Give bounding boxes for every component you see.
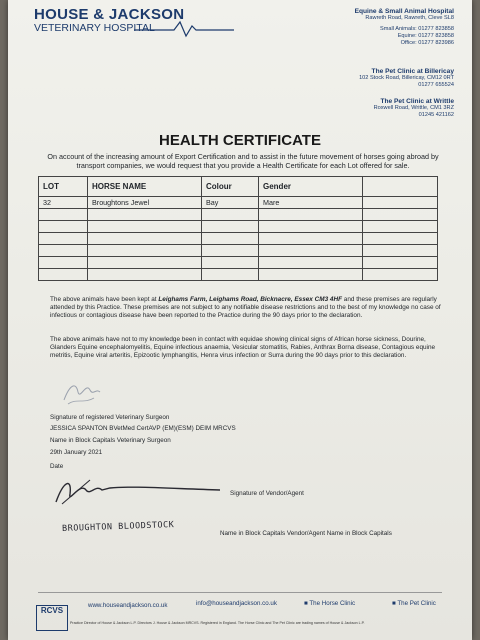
- logo-subtitle: VETERINARY HOSPITAL: [34, 22, 155, 34]
- cell-colour: [202, 209, 259, 221]
- phone-office: Office: 01277 823986: [400, 40, 454, 46]
- cell-lot: [39, 269, 88, 281]
- vendor-name-label: Name in Block Capitals Vendor/Agent Name in Block Capitals: [220, 530, 392, 537]
- header-colour: Colour: [202, 177, 259, 197]
- cell-colour: [202, 233, 259, 245]
- facebook-icon: ■: [304, 600, 308, 607]
- cell-horse-name: [88, 233, 202, 245]
- clinic-billericay-address: 102 Stock Road, Billericay, CM12 0RT: [359, 75, 454, 81]
- cell-horse-name: [88, 245, 202, 257]
- cell-lot: 32: [39, 197, 88, 209]
- footer-fine-print: Practice Director of House & Jackson L.P. Directors J. House & Jackson MRCVS. Registered in England. The Horse Clinic and The Pet Clinic are trading names of House & Jackson L.P.: [70, 621, 365, 625]
- header-lot: LOT: [39, 177, 88, 197]
- footer-divider: [38, 592, 442, 593]
- header-gender: Gender: [259, 177, 363, 197]
- table-row: [39, 233, 438, 245]
- hospital-heading: Equine & Small Animal Hospital: [354, 8, 454, 15]
- cell-gender: [259, 257, 363, 269]
- logo-name: HOUSE & JACKSON: [34, 6, 185, 23]
- vet-name-label: Name in Block Capitals Veterinary Surgeon: [50, 437, 171, 444]
- premises-location: Leighams Farm, Leighams Road, Bicknacre, Essex CM3 4HF: [158, 296, 342, 303]
- cell-extra: [363, 197, 438, 209]
- phone-equine: Equine: 01277 823858: [397, 33, 454, 39]
- clinic-writtle-phone: 01245 421162: [418, 112, 454, 118]
- cell-lot: [39, 209, 88, 221]
- cell-colour: [202, 245, 259, 257]
- cell-lot: [39, 221, 88, 233]
- header-extra: [363, 177, 438, 197]
- cell-gender: [259, 233, 363, 245]
- intro-text: On account of the increasing amount of Export Certification and to assist in the future movement of horses going abroad by transport companies, we would request that you provide a Health Certificate for each Lot offered for sale.: [47, 152, 439, 170]
- certificate-page: [8, 0, 472, 640]
- pet-clinic-label: The Pet Clinic: [397, 600, 436, 607]
- premises-text-before: The above animals have been kept at: [50, 296, 159, 303]
- footer-horse-clinic: [304, 600, 355, 607]
- footer-email[interactable]: info@houseandjackson.co.uk: [196, 600, 277, 607]
- cell-gender: [259, 245, 363, 257]
- premises-declaration: [50, 296, 448, 321]
- cell-extra: [363, 221, 438, 233]
- cell-extra: [363, 257, 438, 269]
- horse-clinic-label: The Horse Clinic: [309, 600, 356, 607]
- disease-declaration: The above animals have not to my knowledge been in contact with equidae showing clinical signs of African horse sickness, Dourine, Glanders Equine encephalomyelitis, Equine infectious anaemia, Vesicular stomatitis, Rabies, Anthrax Borna disease, Contagious equine metritis, Equine viral arteritis, Epizootic lymphangitis, Henra virus infection or Surra during the 90 days prior to this declaration.: [50, 336, 436, 360]
- hospital-address: Rawreth Road, Rawreth, Cleve SL8: [365, 15, 454, 21]
- table-row: [39, 257, 438, 269]
- lots-table: [38, 176, 438, 281]
- clinic-writtle-block: [374, 98, 454, 119]
- cell-horse-name: [88, 221, 202, 233]
- cell-gender: [259, 221, 363, 233]
- cell-horse-name: Broughtons Jewel: [88, 197, 202, 209]
- certificate-title: HEALTH CERTIFICATE: [159, 132, 321, 149]
- cell-extra: [363, 269, 438, 281]
- rcvs-logo-text: RCVS: [40, 606, 64, 615]
- cell-lot: [39, 257, 88, 269]
- cell-lot: [39, 233, 88, 245]
- phone-small-animals: Small Animals: 01277 823858: [379, 26, 454, 32]
- cell-lot: [39, 245, 88, 257]
- hospital-address-block: [355, 8, 454, 47]
- vendor-signature-image: [50, 474, 230, 508]
- cell-colour: [202, 257, 259, 269]
- clinic-billericay-phone: 01277 655524: [418, 82, 454, 88]
- clinic-billericay-heading: The Pet Clinic at Billericay: [371, 68, 454, 75]
- premises-text-after: and these premises are regularly attended by this Practice. These premises are not subject to any notifiable disease restrictions and to the best of my knowledge no case of infectious or contagious disease have been reported to the Practice during the 90 days prior to the declaration.: [50, 296, 441, 320]
- rcvs-logo: [36, 605, 68, 631]
- header-horse-name: HORSE NAME: [88, 177, 202, 197]
- table-row: [39, 209, 438, 221]
- table-row: [39, 221, 438, 233]
- table-row: [39, 269, 438, 281]
- cell-gender: Mare: [259, 197, 363, 209]
- vet-signature-image: [60, 378, 104, 408]
- vendor-handwritten-name: BROUGHTON BLOODSTOCK: [61, 520, 175, 534]
- table-header-row: [39, 177, 438, 197]
- footer-pet-clinic: [392, 600, 436, 607]
- cell-colour: Bay: [202, 197, 259, 209]
- cell-colour: [202, 269, 259, 281]
- logo: [34, 6, 184, 34]
- vendor-signature-label: Signature of Vendor/Agent: [230, 490, 304, 497]
- vet-signature-label: Signature of registered Veterinary Surgeon: [50, 414, 170, 421]
- cell-gender: [259, 269, 363, 281]
- cell-horse-name: [88, 209, 202, 221]
- vet-name: JESSICA SPANTON BVetMed CertAVP (EM)(ESM) DEIM MRCVS: [50, 425, 236, 432]
- clinic-writtle-heading: The Pet Clinic at Writtle: [380, 98, 454, 105]
- cell-extra: [363, 209, 438, 221]
- clinic-billericay-block: [359, 68, 454, 89]
- cell-colour: [202, 221, 259, 233]
- date-value: 29th January 2021: [50, 449, 103, 456]
- cell-horse-name: [88, 269, 202, 281]
- cell-gender: [259, 209, 363, 221]
- clinic-writtle-address: Roxwell Road, Writtle, CM1 3RZ: [373, 105, 454, 111]
- facebook-icon: ■: [392, 600, 396, 607]
- cell-extra: [363, 233, 438, 245]
- table-row: [39, 245, 438, 257]
- heartbeat-icon: [134, 20, 234, 38]
- date-label: Date: [50, 463, 64, 470]
- cell-extra: [363, 245, 438, 257]
- footer-website[interactable]: www.houseandjackson.co.uk: [88, 602, 168, 609]
- table-row: [39, 197, 438, 209]
- cell-horse-name: [88, 257, 202, 269]
